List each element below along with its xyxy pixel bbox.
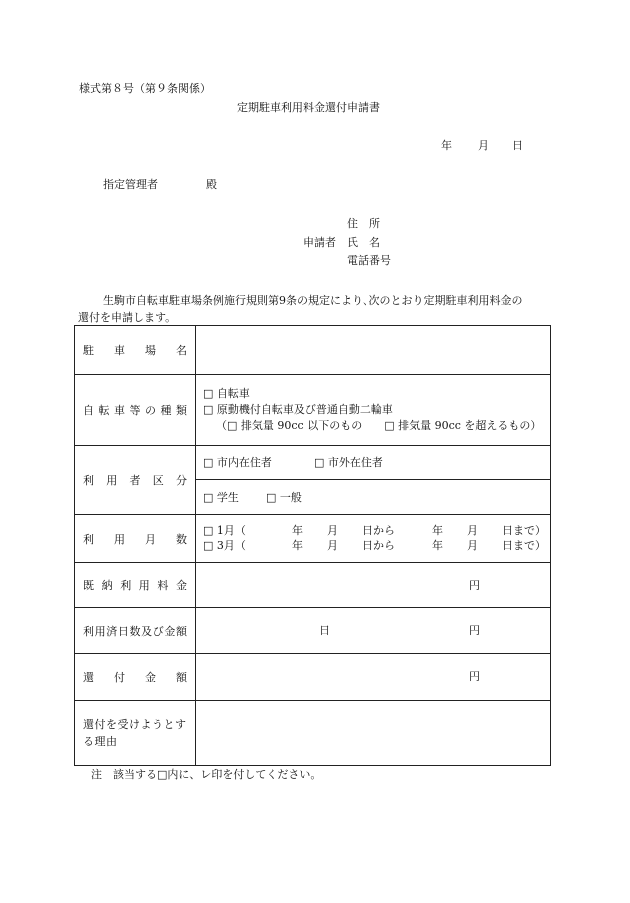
refund-form-table <box>74 325 551 766</box>
user-category-label-cell <box>75 446 196 515</box>
parking-lot-label-cell <box>75 326 196 375</box>
parking-lot-input[interactable] <box>196 326 551 375</box>
form-number: 様式第８号（第９条関係） <box>79 82 211 95</box>
from-day-label: 日から <box>362 539 395 552</box>
to-year-label: 年 <box>432 539 443 552</box>
vehicle-type-options <box>196 375 551 446</box>
to-month-label: 月 <box>467 539 478 552</box>
checkbox-3-months[interactable]: □ 3月（ <box>203 539 246 552</box>
row-refund-amount <box>75 654 551 701</box>
addressee-honorific: 殿 <box>206 178 217 191</box>
used-label-cell <box>75 608 196 654</box>
used-label: 利 用 済 日 数 及 び 金 額 <box>83 624 187 638</box>
paid-fee-yen: 円 <box>469 579 480 592</box>
from-month-label: 月 <box>327 539 338 552</box>
checkbox-nonresident[interactable]: □ 市外在住者 <box>314 456 383 469</box>
paid-fee-label: 既 納 利 用 料 金 <box>83 579 187 592</box>
reason-label: 還付を受けようとする理由 <box>83 718 187 748</box>
checkbox-bicycle[interactable]: □ 自転車 <box>203 387 250 400</box>
from-year-label: 年 <box>292 524 303 537</box>
vehicle-type-label-cell <box>75 375 196 446</box>
vehicle-type-label: 自 転 車 等 の 種 類 <box>83 404 187 417</box>
user-type-options <box>196 480 551 515</box>
used-days-input[interactable] <box>196 608 551 654</box>
from-year-label: 年 <box>292 539 303 552</box>
used-amount-yen: 円 <box>469 624 480 637</box>
parking-lot-label: 駐 車 場 名 <box>83 344 187 357</box>
refund-amount-input[interactable] <box>196 654 551 701</box>
checkbox-general[interactable]: □ 一般 <box>266 491 302 504</box>
paid-fee-label-cell <box>75 563 196 608</box>
from-day-label: 日から <box>362 524 395 537</box>
applicant-address-label: 住 所 <box>347 217 380 230</box>
row-vehicle-type <box>75 375 551 446</box>
months-label: 利 用 月 数 <box>83 532 187 546</box>
row-user-category-a <box>75 446 551 480</box>
checkbox-student[interactable]: □ 学生 <box>203 491 239 504</box>
row-paid-fee <box>75 563 551 608</box>
user-residence-options <box>196 446 551 480</box>
reason-input[interactable] <box>196 701 551 766</box>
reason-label-cell <box>75 701 196 766</box>
to-month-label: 月 <box>467 524 478 537</box>
refund-label-cell <box>75 654 196 701</box>
intro-line-2: 還付を申請します。 <box>78 311 177 324</box>
date-day-label: 日 <box>512 139 523 152</box>
user-category-label: 利 用 者 区 分 <box>83 474 187 487</box>
applicant-phone-label: 電話番号 <box>347 254 391 267</box>
refund-amount-yen: 円 <box>469 670 480 683</box>
from-month-label: 月 <box>327 524 338 537</box>
footnote: 注 該当する□内に、レ印を付してください。 <box>91 768 322 781</box>
checkbox-moped[interactable]: □ 原動機付自転車及び普通自動二輪車 <box>203 403 393 416</box>
form-title: 定期駐車利用料金還付申請書 <box>237 101 380 114</box>
row-used-days <box>75 608 551 654</box>
refund-label: 還 付 金 額 <box>83 671 187 684</box>
to-year-label: 年 <box>432 524 443 537</box>
date-month-label: 月 <box>478 139 489 152</box>
applicant-role: 申請者 <box>303 236 336 249</box>
addressee-label: 指定管理者 <box>103 178 158 191</box>
months-label-cell <box>75 515 196 563</box>
date-year-label: 年 <box>441 139 452 152</box>
row-reason <box>75 701 551 766</box>
checkbox-resident[interactable]: □ 市内在住者 <box>203 456 272 469</box>
to-day-label: 日まで） <box>502 524 546 537</box>
row-months <box>75 515 551 563</box>
row-parking-lot <box>75 326 551 375</box>
months-options <box>196 515 551 563</box>
paid-fee-input[interactable] <box>196 563 551 608</box>
to-day-label: 日まで） <box>502 539 546 552</box>
applicant-name-label: 氏 名 <box>347 236 380 249</box>
intro-line-1: 生駒市自転車駐車場条例施行規則第9条の規定により､次のとおり定期駐車利用料金の <box>103 294 523 307</box>
used-days-unit: 日 <box>319 624 330 637</box>
checkbox-1-month[interactable]: □ 1月（ <box>203 524 246 537</box>
checkbox-moped-displacement[interactable]: （□ 排気量 90cc 以下のもの □ 排気量 90cc を超えるもの） <box>216 419 542 432</box>
